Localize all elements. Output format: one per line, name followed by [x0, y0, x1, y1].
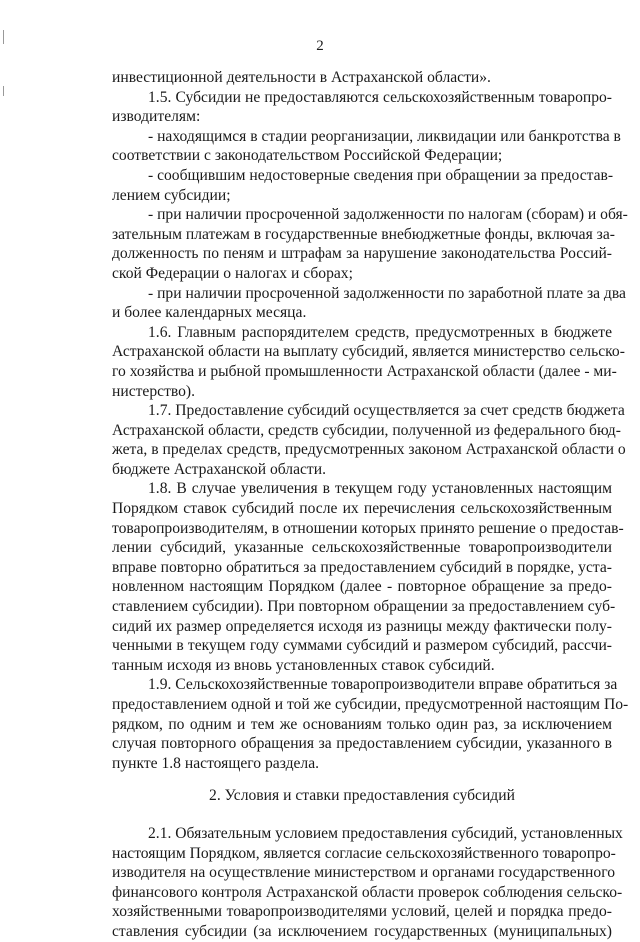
text-line: Астраханской области на выплату субсидий, является министерство сельско-	[112, 343, 625, 361]
text-line: долженность по пеням и штрафам за нарушение законодательства Россий-	[112, 245, 612, 263]
text-line: зательным платежам в государственные внебюджетные фонды, включая за-	[112, 225, 615, 243]
text-line: лении субсидий, указанные сельскохозяйственные товаропроизводители	[112, 539, 612, 557]
text-line: и более календарных месяца.	[112, 304, 307, 322]
text-line: ской Федерации о налогах и сборах;	[112, 264, 353, 282]
text-line: 1.9. Сельскохозяйственные товаропроизводители вправе обратиться за	[148, 676, 618, 694]
text-line: хозяйственными товаропроизводителями условий, целей и порядка предо-	[112, 903, 612, 921]
text-line: предоставлением одной и той же субсидии, предусмотренной настоящим По-	[112, 696, 629, 713]
document-body	[112, 68, 629, 942]
text-line: - находящимся в стадии реорганизации, ликвидации или банкротства в	[148, 127, 621, 145]
text-line: - сообщившим недостоверные сведения при обращении за предостав-	[148, 166, 614, 184]
section-heading: 2. Условия и ставки предоставления субсидий	[209, 787, 515, 805]
text-line: изводителям:	[112, 108, 201, 126]
text-line: ставлением субсидии). При повторном обращении за предоставлением суб-	[112, 598, 616, 616]
text-line: лением субсидии;	[112, 186, 231, 204]
text-line: 1.6. Главным распорядителем средств, предусмотренных в бюджете	[148, 323, 612, 341]
text-line: пункте 1.8 настоящего раздела.	[112, 754, 320, 772]
text-line: жета, в пределах средств, предусмотренных законом Астраханской области о	[112, 441, 626, 459]
text-line: финансового контроля Астраханской области проверок соблюдения сельско-	[112, 883, 623, 901]
text-line: Астраханской области, средств субсидии, полученной из федерального бюд-	[112, 421, 621, 439]
text-line: 1.5. Субсидии не предоставляются сельскохозяйственным товаропро-	[148, 88, 612, 106]
text-line: случая повторного обращения за предоставлением субсидии, указанного в	[112, 735, 612, 753]
scan-margin-mark	[3, 86, 4, 96]
text-line: новленном настоящим Порядком (далее - повторное обращение за предо-	[112, 578, 612, 596]
section-1-paragraphs	[112, 68, 629, 773]
text-line: ставления субсидии (за исключением государственных (муниципальных)	[112, 922, 612, 940]
text-line: сидий их размер определяется исходя из разницы между фактически полу-	[112, 617, 612, 635]
text-line: настоящим Порядком, является согласие сельскохозяйственного товаропро-	[112, 844, 616, 862]
text-line: соответствии с законодательством Российской Федерации;	[112, 147, 503, 165]
text-line: вправе повторно обратиться за предоставлением субсидий в порядке, уста-	[112, 558, 612, 576]
text-line: танным исходя из вновь установленных ставок субсидий.	[112, 656, 495, 674]
text-line: 1.7. Предоставление субсидий осуществляется за счет средств бюджета	[148, 402, 625, 420]
text-line: инвестиционной деятельности в Астраханской области».	[112, 69, 491, 86]
text-line: - при наличии просроченной задолженности по заработной плате за два	[148, 284, 626, 302]
page-number: 2	[316, 38, 324, 54]
section-2-paragraphs	[112, 824, 623, 942]
text-line: бюджете Астраханской области.	[112, 460, 326, 478]
text-line: го хозяйства и рыбной промышленности Астраханской области (далее - ми-	[112, 362, 617, 380]
text-line: 1.8. В случае увеличения в текущем году установленных настоящим	[148, 480, 612, 498]
text-line: изводителя на осуществление министерством и органами государственного	[112, 864, 616, 882]
text-line: рядком, по одним и тем же основаниям только один раз, за исключением	[112, 715, 612, 733]
text-line: товаропроизводителям, в отношении которых принято решение о предостав-	[112, 519, 624, 537]
text-line: ченными в текущем году суммами субсидий и размером субсидий, рассчи-	[112, 637, 612, 655]
text-line: - при наличии просроченной задолженности по налогам (сборам) и обя-	[148, 206, 628, 224]
text-line: нистерство).	[112, 382, 196, 400]
text-line: Порядком ставок субсидий после их перечисления сельскохозяйственным	[112, 500, 612, 518]
text-line: 2.1. Обязательным условием предоставления субсидий, установленных	[148, 824, 623, 842]
